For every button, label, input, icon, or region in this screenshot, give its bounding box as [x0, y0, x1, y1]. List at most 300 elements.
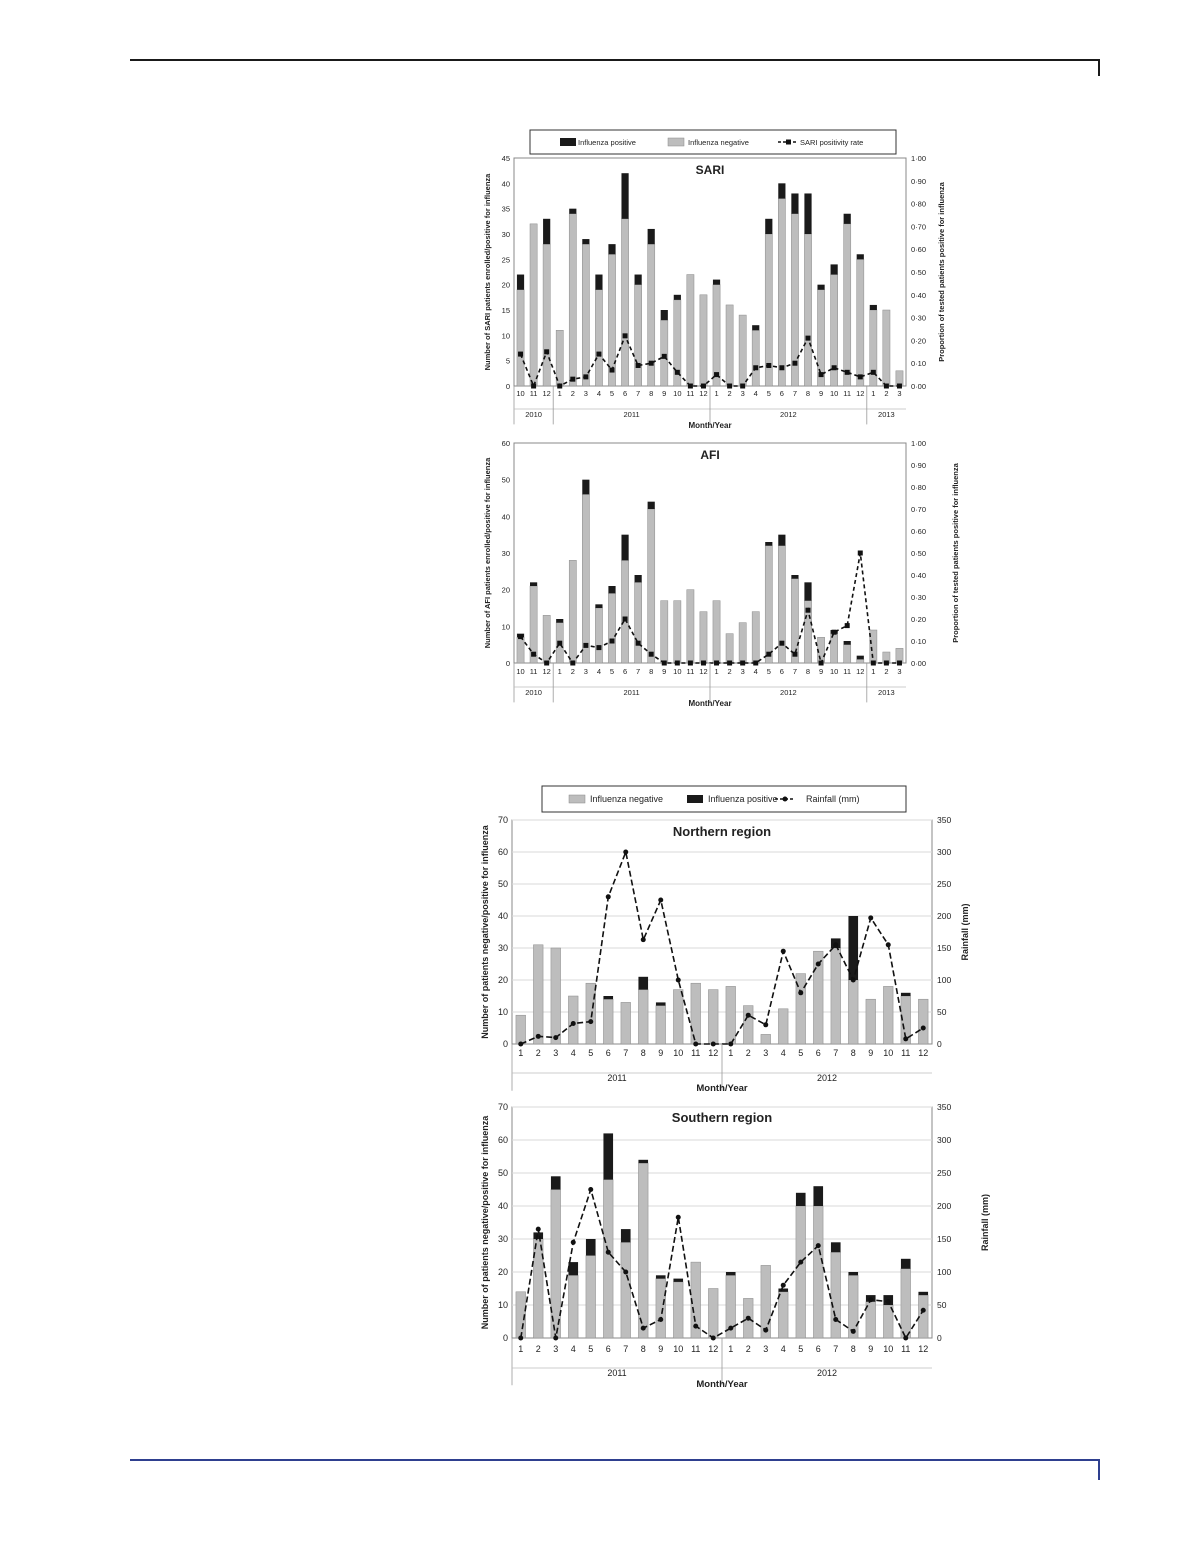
bar-influenza-negative: [804, 234, 811, 386]
legend-swatch-negative: [569, 795, 585, 803]
rate-point: [886, 942, 891, 947]
bar-influenza-negative: [516, 1015, 526, 1044]
y-tick-label: 70: [497, 815, 508, 825]
x-tick-label: 10: [883, 1344, 894, 1354]
x-tick-label: 7: [833, 1344, 839, 1354]
bar-influenza-negative: [831, 948, 841, 1044]
bar-influenza-negative: [691, 983, 701, 1044]
x-tick-label: 5: [588, 1344, 594, 1354]
y2-tick-label: 0·70: [911, 222, 927, 232]
rate-point: [766, 652, 771, 657]
rate-point: [903, 1336, 908, 1341]
bar-influenza-negative: [918, 1295, 928, 1338]
bar-influenza-negative: [603, 1180, 613, 1338]
x-tick-label: 2: [745, 1048, 751, 1058]
x-tick-label: 2: [570, 667, 575, 676]
bar-influenza-negative: [918, 999, 928, 1044]
rate-point: [711, 1336, 716, 1341]
bar-influenza-positive: [517, 275, 524, 290]
rate-point: [623, 1270, 628, 1275]
y2-tick-label: 0·30: [911, 313, 927, 323]
bar-influenza-positive: [713, 280, 720, 285]
bar-influenza-positive: [831, 264, 838, 274]
rate-point: [544, 349, 549, 354]
rate-point: [781, 1283, 786, 1288]
y2-tick-label: 0·20: [911, 336, 927, 346]
y2-tick-label: 1·00: [911, 439, 927, 448]
x-tick-label: 2: [727, 389, 732, 398]
bar-influenza-negative: [530, 586, 537, 663]
bar-influenza-negative: [582, 244, 589, 386]
rate-point: [641, 1326, 646, 1331]
rate-point: [531, 652, 536, 657]
y-tick-label: 40: [497, 1201, 508, 1211]
bar-influenza-positive: [778, 535, 785, 546]
bar-influenza-positive: [791, 193, 798, 213]
chart-3: [480, 1102, 990, 1390]
x-tick-label: 12: [699, 667, 708, 676]
x-tick-label: 11: [843, 667, 852, 676]
rate-point: [763, 1328, 768, 1333]
rate-point: [536, 1227, 541, 1232]
bar-influenza-negative: [621, 1242, 631, 1338]
y2-tick-label: 0·00: [911, 659, 927, 668]
rate-point: [544, 661, 549, 666]
rate-point: [763, 1022, 768, 1027]
bar-influenza-positive: [778, 1289, 788, 1292]
x-tick-label: 5: [609, 389, 615, 398]
bar-influenza-positive: [608, 586, 615, 593]
year-label: 2012: [816, 1073, 838, 1083]
y2-tick-label: 300: [937, 847, 952, 857]
x-tick-label: 12: [542, 667, 551, 676]
bar-influenza-positive: [813, 1186, 823, 1206]
bar-influenza-positive: [582, 480, 589, 495]
bar-influenza-negative: [713, 285, 720, 386]
rate-point: [596, 645, 601, 650]
bar-influenza-positive: [674, 295, 681, 300]
x-tick-label: 3: [897, 667, 902, 676]
y-tick-label: 20: [501, 585, 510, 595]
bar-influenza-negative: [870, 630, 877, 663]
rate-point: [557, 641, 562, 646]
bar-influenza-positive: [844, 214, 851, 224]
bar-influenza-negative: [844, 224, 851, 386]
x-tick-label: 9: [818, 389, 824, 398]
y2-tick-label: 0·30: [911, 593, 927, 602]
y-tick-label: 0: [502, 1333, 508, 1343]
rate-point: [711, 1042, 716, 1047]
rate-point: [662, 661, 667, 666]
legend-label: SARI positivity rate: [800, 138, 864, 147]
bar-influenza-negative: [831, 1252, 841, 1338]
x-tick-label: 8: [850, 1344, 856, 1354]
rate-point: [610, 368, 615, 373]
x-tick-label: 9: [662, 389, 667, 398]
rate-point: [641, 937, 646, 942]
x-tick-label: 3: [740, 389, 745, 398]
chart-0: [483, 130, 946, 430]
bar-influenza-negative: [708, 1289, 718, 1339]
x-tick-label: 3: [583, 389, 588, 398]
x-tick-label: 1: [518, 1344, 524, 1354]
rate-point: [588, 1019, 593, 1024]
x-tick-label: 9: [818, 667, 824, 676]
bar-influenza-negative: [687, 590, 694, 663]
bar-influenza-negative: [848, 980, 858, 1044]
bar-influenza-negative: [517, 637, 524, 663]
x-tick-label: 2: [535, 1048, 541, 1058]
rate-point: [536, 1034, 541, 1039]
y-tick-label: 50: [497, 1168, 508, 1178]
y2-tick-label: 200: [937, 911, 952, 921]
bar-influenza-negative: [796, 1206, 806, 1338]
x-tick-label: 6: [779, 389, 784, 398]
bar-influenza-positive: [603, 996, 613, 999]
x-tick-label: 6: [622, 667, 628, 676]
x-tick-label: 10: [829, 389, 839, 398]
x-tick-label: 3: [583, 667, 588, 676]
bar-influenza-negative: [778, 1292, 788, 1338]
year-label: 2012: [816, 1368, 838, 1378]
bar-influenza-negative: [638, 1163, 648, 1338]
x-tick-label: 6: [605, 1048, 611, 1058]
y2-tick-label: 0·60: [911, 245, 927, 255]
bar-influenza-negative: [568, 1275, 578, 1338]
bar-influenza-negative: [517, 290, 524, 386]
bar-influenza-negative: [778, 1009, 788, 1044]
x-tick-label: 4: [596, 389, 602, 398]
rate-point: [921, 1026, 926, 1031]
legend-marker: [786, 140, 791, 145]
y2-tick-label: 100: [937, 975, 952, 985]
x-tick-label: 11: [529, 667, 538, 676]
y-tick-label: 0: [505, 659, 510, 668]
y-tick-label: 10: [497, 1007, 508, 1017]
rate-point: [921, 1308, 926, 1313]
x-tick-label: 1: [871, 389, 876, 398]
rate-point: [728, 1326, 733, 1331]
bar-influenza-negative: [673, 990, 683, 1044]
bar-influenza-positive: [765, 219, 772, 234]
x-tick-label: 12: [708, 1048, 719, 1058]
bar-influenza-negative: [883, 310, 890, 386]
bar-influenza-positive: [901, 993, 911, 996]
x-tick-label: 4: [753, 389, 758, 398]
x-tick-label: 10: [673, 1344, 684, 1354]
year-label: 2012: [780, 688, 797, 697]
bar-influenza-positive: [857, 656, 864, 660]
rate-point: [557, 384, 562, 389]
chart-title: SARI: [695, 163, 725, 177]
bar-influenza-negative: [603, 999, 613, 1044]
bar-influenza-positive: [603, 1133, 613, 1179]
x-tick-label: 7: [636, 389, 641, 398]
rate-point: [571, 1021, 576, 1026]
bar-influenza-negative: [857, 659, 864, 663]
rate-point: [884, 384, 889, 389]
x-tick-label: 12: [542, 389, 551, 398]
rate-point: [897, 661, 902, 666]
y-tick-label: 20: [501, 280, 510, 290]
bar-influenza-negative: [817, 290, 824, 386]
x-tick-label: 3: [763, 1344, 769, 1354]
y2-tick-label: 0·60: [911, 527, 927, 536]
rate-point: [596, 352, 601, 357]
bar-influenza-positive: [568, 1262, 578, 1275]
x-tick-label: 6: [779, 667, 784, 676]
legend-label: Influenza positive: [708, 794, 778, 804]
bar-influenza-positive: [648, 229, 655, 244]
bar-influenza-negative: [791, 214, 798, 386]
rate-point: [623, 333, 628, 338]
bar-influenza-positive: [765, 542, 772, 546]
x-tick-label: 7: [636, 667, 641, 676]
year-label: 2011: [623, 410, 640, 419]
bar-influenza-negative: [656, 1006, 666, 1044]
figure-charts: [480, 130, 990, 1390]
y2-tick-label: 50: [937, 1007, 947, 1017]
y2-tick-label: 250: [937, 1168, 952, 1178]
chart-title: Northern region: [672, 824, 772, 839]
rate-point: [845, 623, 850, 628]
rate-point: [779, 641, 784, 646]
rate-point: [819, 661, 824, 666]
legend-label: Rainfall (mm): [806, 794, 860, 804]
y2-axis-label: Proportion of tested patients positive for influenza: [951, 463, 960, 643]
x-tick-label: 12: [918, 1048, 929, 1058]
bar-influenza-positive: [635, 575, 642, 582]
rate-point: [649, 652, 654, 657]
bar-influenza-negative: [752, 612, 759, 663]
rate-point: [606, 1250, 611, 1255]
rate-line: [521, 1190, 924, 1339]
y-tick-label: 30: [497, 943, 508, 953]
rate-point: [688, 384, 693, 389]
rate-point: [531, 384, 536, 389]
rate-point: [553, 1035, 558, 1040]
x-tick-label: 5: [766, 667, 771, 676]
year-label: 2011: [607, 1073, 627, 1083]
x-tick-label: 1: [714, 667, 719, 676]
bar-influenza-negative: [866, 999, 876, 1044]
x-tick-label: 10: [829, 667, 839, 676]
rate-point: [727, 384, 732, 389]
rate-point: [570, 661, 575, 666]
bar-influenza-positive: [918, 1292, 928, 1295]
rate-point: [816, 962, 821, 967]
bar-influenza-positive: [608, 244, 615, 254]
y2-tick-label: 0·20: [911, 615, 927, 624]
x-tick-label: 8: [649, 389, 654, 398]
bar-influenza-negative: [530, 224, 537, 386]
bar-influenza-positive: [796, 1193, 806, 1206]
x-axis-label: Month/Year: [688, 699, 732, 708]
x-tick-label: 2: [535, 1344, 541, 1354]
bar-influenza-positive: [586, 1239, 596, 1256]
rate-point: [662, 354, 667, 359]
rate-point: [779, 365, 784, 370]
x-tick-label: 3: [763, 1048, 769, 1058]
y2-tick-label: 0·10: [911, 637, 927, 646]
rate-point: [675, 370, 680, 375]
y-axis-label: Number of patients negative/positive for influenza: [480, 1115, 490, 1330]
y-tick-label: 70: [497, 1102, 508, 1112]
x-tick-label: 7: [792, 389, 798, 398]
bar-influenza-positive: [791, 575, 798, 579]
y-tick-label: 20: [497, 975, 508, 985]
bar-influenza-negative: [661, 601, 668, 663]
rate-point: [746, 1013, 751, 1018]
rate-point: [583, 643, 588, 648]
y2-tick-label: 350: [937, 1102, 952, 1112]
x-tick-label: 10: [673, 667, 682, 676]
y2-tick-label: 0·80: [911, 483, 927, 492]
bar-influenza-negative: [708, 990, 718, 1044]
rate-line: [521, 336, 900, 386]
rate-point: [693, 1042, 698, 1047]
bar-influenza-negative: [700, 612, 707, 663]
year-label: 2011: [623, 688, 640, 697]
bar-influenza-negative: [761, 1265, 771, 1338]
bar-influenza-positive: [582, 239, 589, 244]
legend-marker: [783, 797, 788, 802]
legend-label: Influenza positive: [578, 138, 636, 147]
x-tick-label: 9: [868, 1344, 874, 1354]
bar-influenza-negative: [635, 582, 642, 663]
rate-point: [693, 1324, 698, 1329]
y-tick-label: 0: [505, 382, 510, 391]
x-tick-label: 6: [605, 1344, 611, 1354]
y-tick-label: 30: [501, 549, 510, 558]
y2-tick-label: 0·00: [911, 382, 927, 391]
chart-title: Southern region: [671, 1110, 773, 1125]
x-tick-label: 1: [728, 1048, 734, 1058]
bar-influenza-positive: [848, 1272, 858, 1275]
rate-point: [728, 1042, 733, 1047]
y-tick-label: 50: [497, 879, 508, 889]
bar-influenza-positive: [661, 310, 668, 320]
bar-influenza-negative: [726, 986, 736, 1044]
bar-influenza-positive: [595, 275, 602, 290]
chart-2: [480, 786, 970, 1094]
x-axis-label: Month/Year: [696, 1379, 748, 1390]
x-tick-label: 9: [868, 1048, 874, 1058]
rate-point: [897, 384, 902, 389]
x-tick-label: 8: [805, 667, 811, 676]
rate-point: [806, 608, 811, 613]
rate-point: [570, 377, 575, 382]
x-tick-label: 1: [714, 389, 719, 398]
x-tick-label: 12: [708, 1344, 719, 1354]
x-axis-label: Month/Year: [688, 421, 732, 430]
x-tick-label: 4: [570, 1048, 576, 1058]
x-tick-label: 10: [883, 1048, 894, 1058]
x-tick-label: 11: [691, 1344, 701, 1354]
bar-influenza-positive: [844, 641, 851, 645]
rate-point: [571, 1240, 576, 1245]
y2-tick-label: 0: [937, 1039, 942, 1049]
bar-influenza-negative: [743, 1006, 753, 1044]
y2-tick-label: 0·40: [911, 290, 927, 300]
x-tick-label: 3: [740, 667, 745, 676]
y2-tick-label: 0·90: [911, 176, 927, 186]
rate-point: [871, 661, 876, 666]
y2-tick-label: 250: [937, 879, 952, 889]
y-tick-label: 40: [501, 512, 510, 522]
bar-influenza-negative: [533, 945, 543, 1044]
rate-point: [798, 990, 803, 995]
bar-influenza-positive: [804, 582, 811, 600]
bar-influenza-negative: [761, 1034, 771, 1044]
x-tick-label: 4: [596, 667, 602, 676]
year-label: 2013: [878, 688, 895, 697]
y2-tick-label: 150: [937, 943, 952, 953]
bar-influenza-negative: [582, 494, 589, 663]
bar-influenza-negative: [635, 285, 642, 386]
x-tick-label: 5: [798, 1344, 804, 1354]
y-tick-label: 45: [501, 154, 510, 163]
y2-tick-label: 0·70: [911, 505, 927, 514]
x-tick-label: 4: [780, 1048, 786, 1058]
rate-point: [583, 374, 588, 379]
x-tick-label: 5: [588, 1048, 594, 1058]
y-tick-label: 15: [501, 306, 510, 315]
x-tick-label: 12: [699, 389, 708, 398]
rate-point: [798, 1260, 803, 1265]
bar-influenza-negative: [883, 986, 893, 1044]
bar-influenza-positive: [556, 619, 563, 623]
x-tick-label: 11: [901, 1048, 911, 1058]
bar-influenza-positive: [817, 285, 824, 290]
x-tick-label: 10: [516, 667, 525, 676]
year-label: 2011: [607, 1368, 627, 1378]
x-tick-label: 6: [815, 1344, 821, 1354]
x-tick-label: 7: [623, 1344, 629, 1354]
y-tick-label: 30: [497, 1234, 508, 1244]
bar-influenza-negative: [739, 623, 746, 663]
x-tick-label: 4: [753, 667, 758, 676]
x-tick-label: 6: [815, 1048, 821, 1058]
bar-influenza-positive: [656, 1002, 666, 1005]
y2-axis-label: Rainfall (mm): [980, 1193, 990, 1252]
y2-tick-label: 0·40: [911, 571, 927, 580]
rate-point: [903, 1036, 908, 1041]
rate-point: [766, 363, 771, 368]
x-tick-label: 2: [570, 389, 575, 398]
rate-point: [868, 1297, 873, 1302]
year-label: 2012: [780, 410, 797, 419]
rate-point: [740, 661, 745, 666]
bar-influenza-negative: [726, 305, 733, 386]
bar-influenza-negative: [831, 634, 838, 663]
rate-point: [832, 630, 837, 635]
rate-point: [658, 898, 663, 903]
y-tick-label: 25: [501, 255, 510, 265]
x-tick-label: 8: [850, 1048, 856, 1058]
x-tick-label: 1: [557, 667, 562, 676]
y-axis-label: Number of AFI patients enrolled/positive for influenza: [483, 457, 492, 649]
rate-point: [636, 641, 641, 646]
x-tick-label: 7: [792, 667, 798, 676]
rate-point: [816, 1243, 821, 1248]
x-tick-label: 11: [686, 667, 695, 676]
x-tick-label: 2: [884, 389, 889, 398]
bar-influenza-positive: [569, 209, 576, 214]
rate-point: [753, 365, 758, 370]
x-axis-label: Month/Year: [696, 1083, 748, 1094]
x-tick-label: 8: [805, 389, 811, 398]
